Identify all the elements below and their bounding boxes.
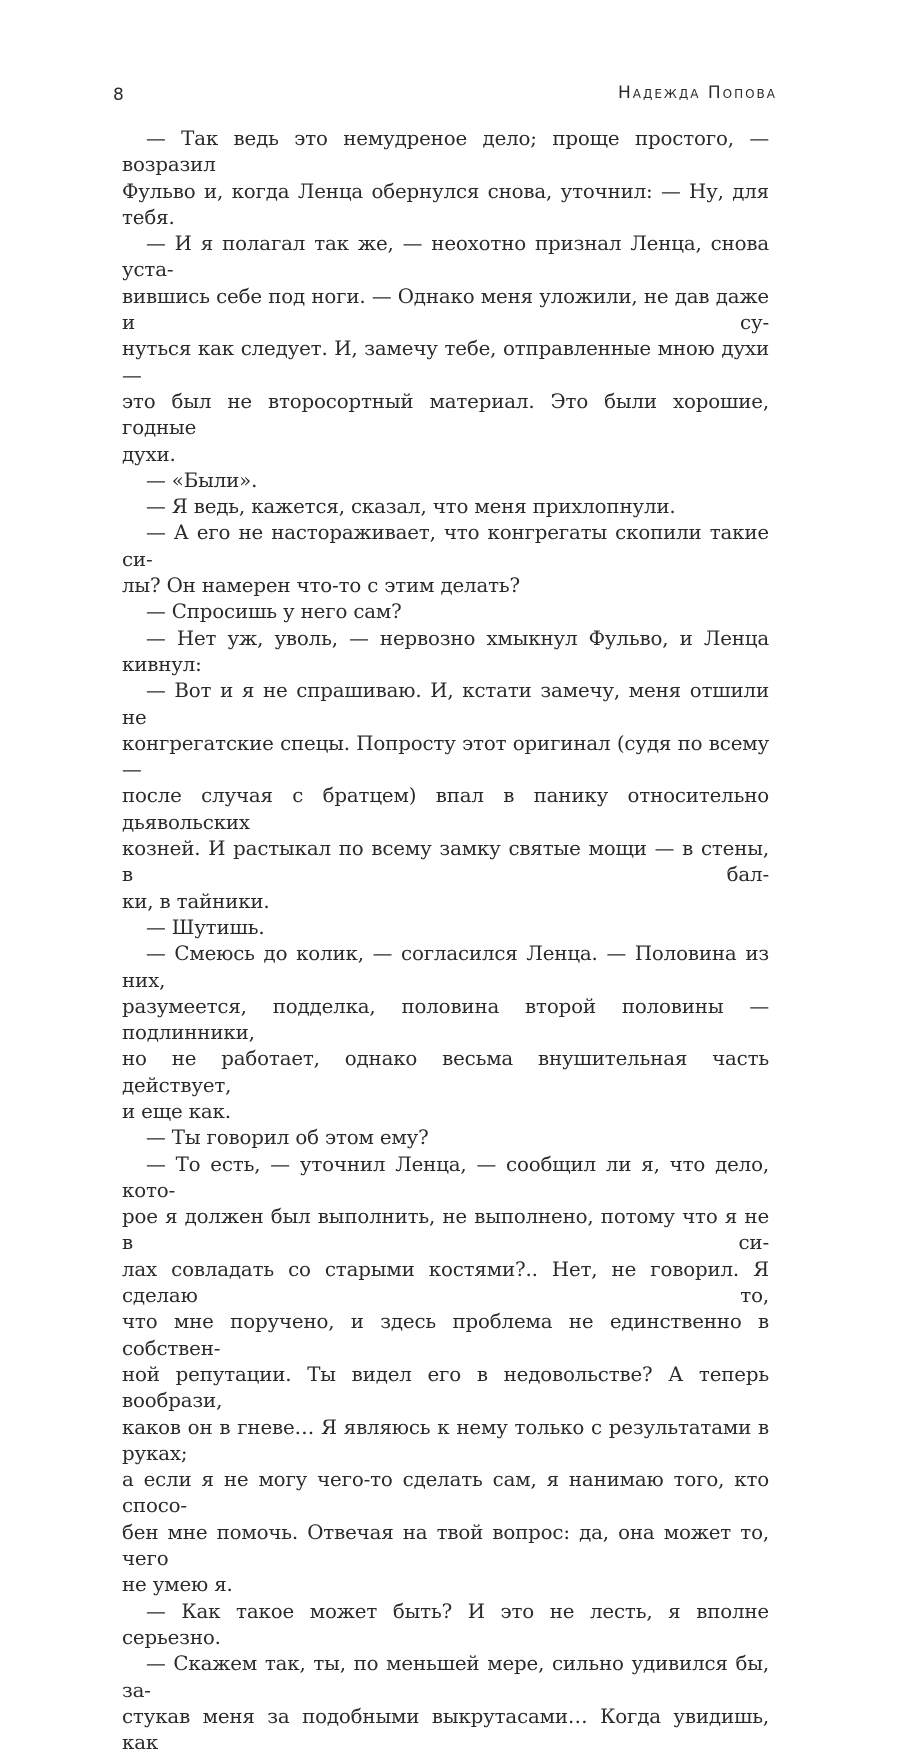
text-line: — Так ведь это немудреное дело; проще простого, — возразил (122, 127, 769, 177)
text-line: — А его не настораживает, что конгрегаты скопили такие си- (122, 521, 769, 571)
paragraph (122, 1599, 769, 1652)
paragraph (122, 494, 769, 520)
text-line: рое я должен был выполнить, не выполнено, потому что я не в си- (122, 1205, 769, 1255)
text-line: это был не второсортный материал. Это были хорошие, годные (122, 389, 769, 440)
text-line: после случая с братцем) впал в панику относительно дьявольских (122, 784, 769, 834)
page-number: 8 (113, 85, 125, 105)
text-line: духи. (122, 442, 176, 466)
text-line: — Смеюсь до колик, — согласился Ленца. — Половина из них, (122, 942, 769, 992)
text-line: Фульво и, когда Ленца обернулся снова, уточнил: — Ну, для тебя. (122, 179, 769, 229)
text-line: но не работает, однако весьма внушительная часть действует, (122, 1047, 769, 1097)
running-head-author: Надежда Попова (617, 83, 777, 103)
paragraph (122, 231, 769, 468)
text-line: — Шутишь. (146, 915, 265, 939)
text-line: лы? Он намерен что-то с этим делать? (122, 574, 520, 598)
text-line: ной репутации. Ты видел его в недовольстве? А теперь вообрази, (122, 1362, 769, 1413)
paragraph (122, 678, 769, 915)
text-line: вившись себе под ноги. — Однако меня уложили, не дав даже и су- (122, 284, 769, 335)
text-line: каков он в гневе… Я являюсь к нему только с результатами в руках; (122, 1415, 769, 1465)
text-line: — И я полагал так же, — неохотно признал Ленца, снова уста- (122, 232, 769, 282)
paragraph (122, 1651, 769, 1756)
text-line: — Нет уж, уволь, — нервозно хмыкнул Фульво, и Ленца (146, 626, 769, 650)
text-line: разумеется, подделка, половина второй половины — подлинники, (122, 994, 769, 1045)
text-line: — Скажем так, ты, по меньшей мере, сильно удивился бы, за- (122, 1652, 769, 1702)
text-line: бен мне помочь. Отвечая на твой вопрос: да, она может то, чего (122, 1520, 769, 1571)
text-line: и еще как. (122, 1099, 231, 1123)
paragraph (122, 520, 769, 599)
text-line: — «Были». (146, 468, 258, 492)
paragraph (122, 599, 769, 625)
paragraph (122, 468, 769, 494)
paragraph (122, 626, 769, 679)
text-line: — Как такое может быть? И это не лесть, я вполне серьезно. (122, 1599, 769, 1649)
text-line: нуться как следует. И, замечу тебе, отправленные мною духи — (122, 337, 769, 387)
text-line: ки, в тайники. (122, 889, 270, 913)
text-line: — Вот и я не спрашиваю. И, кстати замечу, меня отшили не (122, 679, 769, 729)
text-line: что мне поручено, и здесь проблема не единственно в собствен- (122, 1310, 769, 1360)
paragraph (122, 915, 769, 941)
text-line: не умею я. (122, 1573, 233, 1597)
paragraph (122, 1152, 769, 1599)
text-line: лах совладать со старыми костями?.. Нет, не говорил. Я сделаю то, (122, 1257, 769, 1308)
body-text (122, 126, 769, 1756)
text-line: кивнул: (122, 652, 202, 676)
paragraph (122, 1125, 769, 1151)
text-line: а если я не могу чего-то сделать сам, я нанимаю того, кто спосо- (122, 1468, 769, 1518)
paragraph (122, 941, 769, 1125)
paragraph (122, 126, 769, 231)
text-line: — Спросишь у него сам? (146, 600, 402, 624)
text-line: стукав меня за подобными выкрутасами… Когда увидишь, как (122, 1704, 769, 1755)
text-line: — То есть, — уточнил Ленца, — сообщил ли я, что дело, кото- (122, 1152, 769, 1202)
text-line: козней. И растыкал по всему замку святые мощи — в стены, в бал- (122, 837, 769, 887)
text-line: конгрегатские спецы. Попросту этот оригинал (судя по всему — (122, 731, 769, 782)
text-line: — Ты говорил об этом ему? (146, 1126, 429, 1150)
text-line: — Я ведь, кажется, сказал, что меня прихлопнули. (146, 495, 676, 519)
